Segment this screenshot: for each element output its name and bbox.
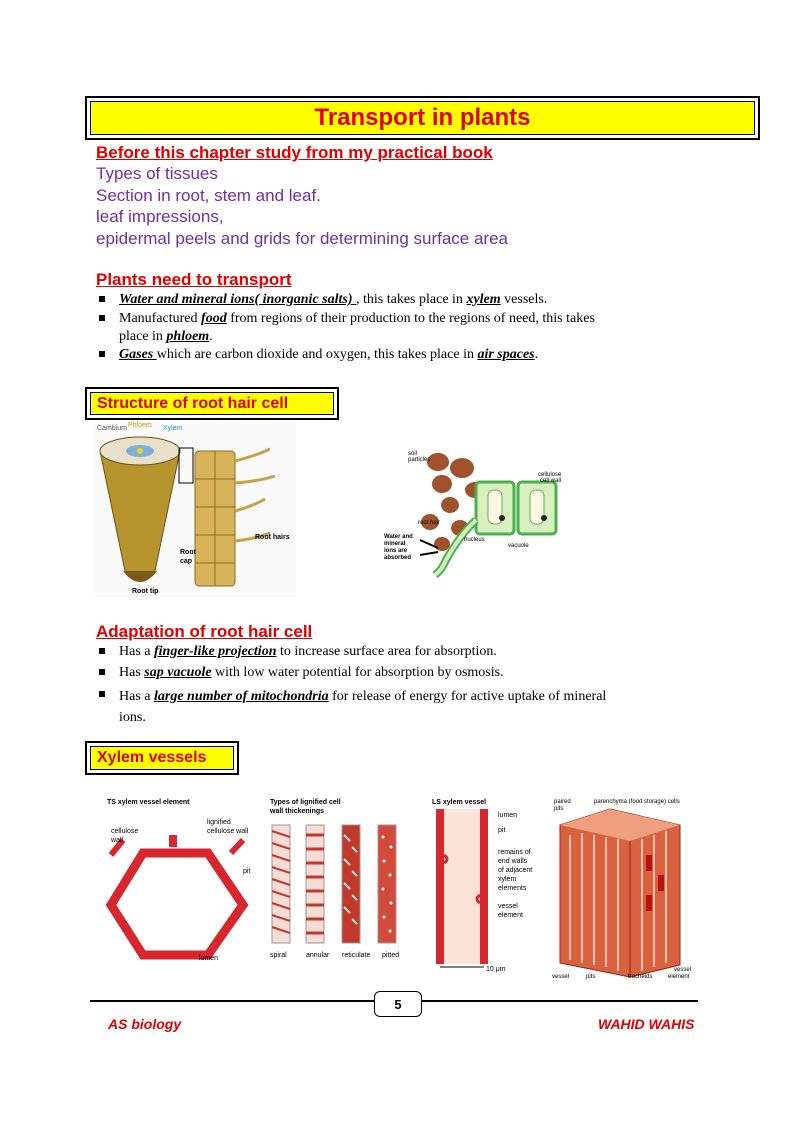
label-mineral: mineral — [384, 541, 406, 547]
before-line: Section in root, stem and leaf. — [96, 185, 321, 205]
label-soil: soil — [408, 451, 418, 457]
bullet-square — [99, 648, 105, 654]
adaptation-bullet-3: Has a large number of mitochondria for release of energy for active uptake of mineral ions. — [119, 686, 689, 728]
block-vessel: vessel — [552, 974, 570, 980]
label-cell-wall: cell wall — [540, 478, 562, 484]
annular-vessel — [306, 825, 324, 943]
label-cellulose: cellulose — [538, 472, 562, 478]
label-root-tip: Root tip — [132, 588, 159, 595]
label-particles: particles — [408, 457, 431, 463]
before-list — [96, 163, 508, 249]
ls-lumen: lumen — [498, 812, 518, 819]
before-heading: Before this chapter study from my practical book — [96, 143, 493, 162]
spiral-vessel — [272, 825, 290, 943]
label-nucleus: nucleus — [464, 537, 485, 543]
types-title-1: Types of lignified cell — [270, 799, 341, 806]
before-line: epidermal peels and grids for determining surface area — [96, 228, 509, 248]
ts-lumen: lumen — [199, 955, 219, 962]
label-reticulate: reticulate — [342, 952, 371, 959]
label-ions-are: ions are — [384, 548, 408, 554]
adaptation-bullet-2: Has sap vacuole with low water potential for absorption by osmosis. — [119, 664, 689, 682]
block-vessel-element-1: vessel — [674, 967, 692, 973]
label-root-hair: root hair — [418, 520, 441, 526]
label-cambium: Cambium — [97, 425, 127, 432]
root-hair-cell-diagram — [380, 440, 580, 580]
before-line: leaf impressions, — [96, 207, 224, 226]
ts-cellulose-wall: wall — [111, 837, 124, 844]
bullet-square — [99, 315, 105, 321]
ts-title: TS xylem vessel element — [107, 799, 190, 806]
footer-left: AS biology — [108, 1016, 182, 1032]
page-number: 5 — [374, 991, 422, 1017]
pitted-vessel — [378, 825, 396, 943]
ls-title: LS xylem vessel — [432, 799, 487, 806]
block-paired-pits: pits — [554, 806, 564, 812]
ts-xylem-diagram — [103, 795, 263, 965]
ts-pit: pit — [243, 868, 251, 875]
ls-element: element — [498, 912, 523, 919]
bullet-square — [99, 296, 105, 302]
root-section-heading: Structure of root hair cell — [97, 394, 289, 412]
label-pitted: pitted — [382, 952, 400, 959]
block-tracheids: tracheids — [628, 974, 653, 980]
block-parenchyma: parenchyma (food storage) cells — [594, 799, 680, 805]
xylem-section-banner — [90, 746, 234, 770]
ts-lignified: lignified — [207, 819, 231, 826]
root-tip-diagram — [95, 421, 296, 597]
ls-scale: 10 μm — [486, 966, 506, 973]
title-banner — [90, 101, 755, 135]
xylem-section-box — [85, 741, 239, 775]
block-paired: paired — [554, 799, 571, 805]
ls-remains-2: end walls — [498, 858, 528, 865]
ts-cellulose: cellulose — [111, 828, 139, 835]
ls-remains-5: elements — [498, 885, 527, 892]
reticulate-vessel — [342, 825, 360, 943]
bullet-square — [99, 669, 105, 675]
needs-bullet-2: Manufactured food from regions of their production to the regions of need, this takes place in phloem. — [119, 310, 679, 346]
label-root-hairs: Root hairs — [255, 534, 290, 541]
xylem-block-diagram — [550, 795, 695, 985]
adaptation-heading: Adaptation of root hair cell — [96, 622, 313, 641]
ls-xylem-diagram — [430, 795, 545, 975]
label-absorbed: absorbed — [384, 555, 412, 561]
before-line: Types of tissues — [96, 164, 218, 183]
ls-vessel: vessel — [498, 903, 518, 910]
label-spiral: spiral — [270, 952, 287, 959]
ls-remains-3: of adjacent — [498, 867, 533, 874]
types-title-2: wall thickenings — [270, 808, 325, 815]
title-box — [85, 96, 760, 140]
needs-bullet-1: Water and mineral ions( inorganic salts) , this takes place in xylem vessels. — [119, 291, 679, 309]
thickening-types-diagram — [268, 795, 428, 965]
label-annular: annular — [306, 952, 330, 959]
bullet-square — [99, 351, 105, 357]
page-title: Transport in plants — [314, 104, 531, 131]
label-xylem: Xylem — [163, 425, 183, 432]
label-cap: cap — [180, 558, 193, 565]
root-section-box — [85, 387, 339, 420]
label-root: Root — [180, 549, 196, 556]
root-hair-cells — [420, 482, 556, 575]
label-phloem: Phloem — [128, 422, 152, 429]
needs-heading: Plants need to transport — [96, 270, 292, 289]
label-vacuole: vacuole — [508, 543, 529, 549]
ls-remains-4: xylem — [498, 876, 517, 883]
ls-remains-1: remains of — [498, 849, 531, 856]
xylem-section-heading: Xylem vessels — [97, 749, 207, 766]
needs-bullet-3: Gases which are carbon dioxide and oxygen, this takes place in air spaces. — [119, 346, 679, 364]
ts-lignified-wall: cellulose wall — [207, 828, 249, 835]
footer-right: WAHID WAHIS — [598, 1016, 695, 1032]
block-vessel-element-2: element — [668, 974, 690, 980]
ls-pit: pit — [498, 827, 506, 834]
block-pits: pits — [586, 974, 596, 980]
bullet-square — [99, 691, 105, 697]
root-section-banner — [90, 392, 334, 415]
adaptation-bullet-1: Has a finger-like projection to increase surface area for absorption. — [119, 643, 689, 661]
label-water-and: Water and — [384, 534, 413, 540]
